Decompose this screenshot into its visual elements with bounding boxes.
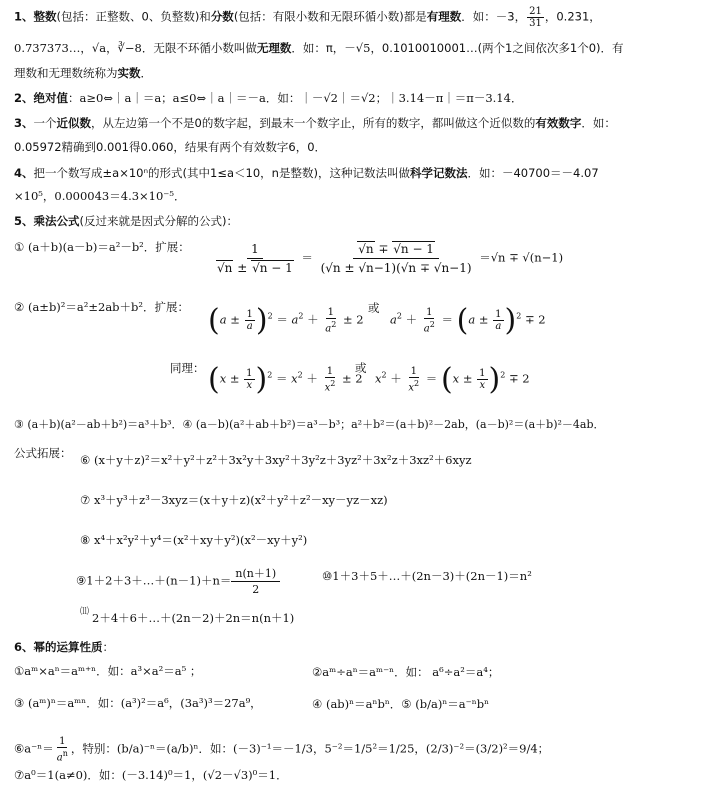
term-rational: 有理数 [426, 9, 462, 24]
formula-extension-label [14, 446, 72, 460]
numerator: 1 [247, 240, 263, 259]
formula-2-expansion-a: (a ± $\frac{1}{a}$ )$^2 = a^2$ ＋ $\frac{1}{a^2}$ ± 2 [208, 303, 364, 338]
denominator: 31 [529, 18, 542, 29]
formula-6: ⑥ (x＋y＋z)²＝x²＋y²＋z²＋3x²y＋3xy²＋3y²z＋3yz²＋3x²z＋3xz²＋6xyz [80, 453, 472, 467]
section-1-line-3 [14, 66, 152, 80]
text: 0.737373…， [14, 41, 92, 55]
or-label: 或 [368, 301, 380, 315]
text: ③ (a＋b)(a²－ab＋b²)＝a³＋b³．④ (a－b)(a²＋ab＋b²)＝a³－b³；a²＋b²＝(a＋b)²－2ab，(a－b)²＝(a＋b)²－4ab． [14, 418, 605, 431]
formula-1-expansion [212, 240, 563, 277]
text: 0.05972精确到0.001得0.060，结果有两个有效数字6，0． [14, 140, 327, 154]
text: 公式拓展： [14, 446, 72, 460]
term-scientific-notation: 科学记数法 [409, 166, 468, 180]
same-label: 同理： [170, 361, 205, 375]
fraction [317, 240, 476, 277]
power-rule-3: ③ (aᵐ)ⁿ＝aᵐⁿ．如：(a³)²＝a⁶，(3a³)³＝27a⁹， [14, 696, 262, 710]
text: ．如：π，－ [291, 41, 356, 55]
text: ，0.231， [544, 9, 601, 24]
numerator: n(n＋1) [231, 566, 280, 582]
denominator: (√n ± √n−1)(√n ∓ √n−1) [320, 261, 472, 275]
denominator: √n ± √n − 1 [217, 261, 293, 275]
fraction [212, 240, 298, 277]
formula-10: ⑩1＋3＋5＋…＋(2n－3)＋(2n－1)＝n² [322, 569, 532, 583]
section-number: 4、 [14, 166, 34, 180]
fraction [231, 566, 280, 597]
text: (包括：有限小数和无限环循小数)都是 [233, 9, 427, 24]
text: 把一个数写成±a×10ⁿ的形式(其中1≤a＜10，n是整数)，这种记数法叫做 [33, 166, 410, 180]
text: (反过来就是因式分解的公式)： [79, 214, 238, 228]
formula-2-expansion-x-a: (x ± $\frac{1}{x}$ )$^2 = x^2$ ＋ $\frac{1}{x^2}$ ± 2 [208, 362, 363, 397]
term-power-properties: 幂的运算性质 [33, 640, 103, 654]
text: ⑨1＋2＋3＋…＋(n－1)＋n＝ [76, 573, 232, 588]
formula-8: ⑧ x⁴＋x²y²＋y⁴＝(x²＋xy＋y²)(x²－xy＋y²) [80, 533, 308, 547]
term-approximate: 近似数 [56, 116, 92, 130]
text: (包括：正整数、0、负整数)和 [56, 9, 211, 24]
text: ： [102, 640, 115, 654]
term-absolute-value: 绝对值 [33, 91, 69, 105]
term-multiplication-formula: 乘法公式 [33, 214, 80, 228]
term-real: 实数 [117, 66, 141, 80]
text: ．如： [581, 116, 616, 130]
section-number: 3、 [14, 116, 34, 130]
fraction-21-31 [527, 6, 544, 29]
text: ① (a＋b)(a－b)＝a²－b²．扩展： [14, 240, 190, 254]
text: ．如：－3， [461, 9, 527, 24]
text: ：a≥0⇔｜a｜＝a；a≤0⇔｜a｜＝－a．如：｜－√2｜＝√2；｜3.14－π｜＝π－3.14． [68, 91, 523, 105]
equals: ＝ [301, 250, 317, 265]
section-number: 6、 [14, 640, 34, 654]
section-number: 5、 [14, 214, 34, 228]
text: ，0.1010010001…(两个1之间依次多1个0)．有 [370, 41, 624, 55]
section-1-line-2 [14, 41, 624, 55]
sqrt-5: √5 [355, 41, 371, 55]
text: ×10⁵，0.000043＝4.3×10⁻⁵． [14, 189, 186, 203]
formula-11-number: ⑾ [80, 607, 90, 617]
formula-7: ⑦ x³＋y³＋z³－3xyz＝(x＋y＋z)(x²＋y²＋z²－xy－yz－xz) [80, 493, 388, 507]
section-1-line-1 [14, 6, 601, 29]
or-label-2: 或 [355, 361, 367, 375]
power-rule-2: ②aᵐ÷aⁿ＝aᵐ⁻ⁿ．如： a⁶÷a²＝a⁴； [312, 665, 500, 679]
formula-2-expansion-b: $a^2$ ＋ $\frac{1}{a^2}$ ＝ (a ± $\frac{1}{a}$ )$^2$ ∓ 2 [390, 303, 546, 338]
power-rule-4-5: ④ (ab)ⁿ＝aⁿbⁿ．⑤ (b/a)ⁿ＝a⁻ⁿbⁿ [312, 697, 490, 711]
text: ，特别：(b/a)⁻ⁿ＝(a/b)ⁿ．如：(－3)⁻¹＝－1/3，5⁻²＝1/5²＝1/25，(2/3)⁻²＝(3/2)²＝9/4； [70, 741, 550, 756]
section-3-line-2 [14, 140, 326, 154]
formula-2 [14, 300, 189, 314]
formula-1 [14, 240, 190, 254]
text: ，从左边第一个不是0的数字起，到最末一个数字止，所有的数字，都叫做这个近似数的 [91, 116, 536, 130]
formula-3-4 [14, 418, 605, 432]
sqrt-a: √a [91, 41, 107, 55]
fraction: $\frac{1}{a^n}$ [56, 736, 68, 764]
term-fraction: 分数 [210, 9, 234, 24]
text: ② (a±b)²＝a²±2ab＋b²．扩展： [14, 300, 190, 314]
text: ⑥a⁻ⁿ＝ [14, 741, 54, 756]
denominator: 2 [252, 583, 260, 596]
term-integer: 整数 [33, 9, 57, 24]
text: ．如：－40700＝－4.07 [467, 166, 599, 180]
numerator: √n ∓ √n − 1 [353, 240, 439, 259]
text: ＝√n ∓ √(n−1) [479, 250, 564, 265]
text: 一个 [33, 116, 57, 130]
text: ． [140, 66, 152, 80]
text: ．无限不环循小数叫做 [141, 41, 257, 55]
numerator: 21 [529, 6, 542, 17]
section-number: 1、 [14, 9, 34, 24]
section-2 [14, 91, 522, 105]
text: ， [106, 41, 118, 55]
formula-2-expansion-x-b: $x^2$ ＋ $\frac{1}{x^2}$ ＝ (x ± $\frac{1}{x}$ )$^2$ ∓ 2 [375, 362, 530, 397]
power-rule-7: ⑦a⁰＝1(a≠0)．如：(－3.14)⁰＝1，(√2－√3)⁰＝1． [14, 768, 288, 782]
section-5-title [14, 214, 238, 228]
power-rule-1: ①aᵐ×aⁿ＝aᵐ⁺ⁿ．如：a³×a²＝a⁵ ； [14, 664, 202, 678]
section-4-line-1 [14, 166, 599, 180]
section-number: 2、 [14, 91, 34, 105]
text: 理数和无理数统称为 [14, 66, 118, 80]
formula-11: 2＋4＋6＋…＋(2n－2)＋2n＝n(n＋1) [92, 611, 295, 625]
formula-9 [76, 566, 280, 597]
cube-root: ∛−8 [117, 41, 142, 55]
section-3-line-1 [14, 116, 616, 130]
section-6-title [14, 640, 114, 654]
power-rule-6 [14, 736, 549, 763]
section-4-line-2 [14, 189, 186, 203]
term-irrational: 无理数 [256, 41, 292, 55]
term-significant-digits: 有效数字 [535, 116, 582, 130]
